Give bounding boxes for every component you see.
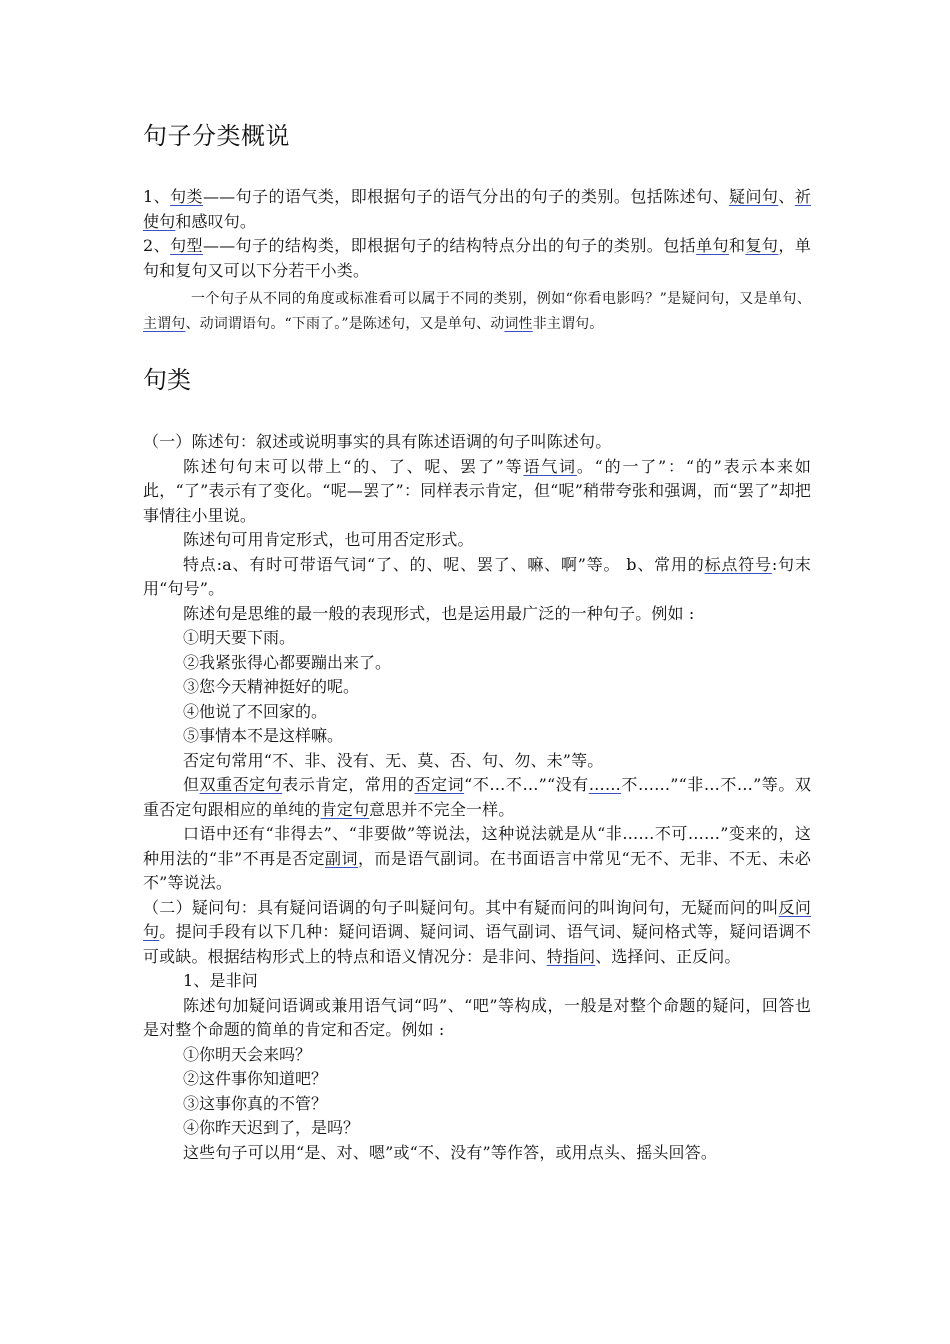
list-item: ②我紧张得心都要蹦出来了。 (183, 652, 392, 672)
text: 非主谓句。 (532, 316, 604, 332)
paragraph: 陈述句可用肯定形式，也可用否定形式。 (183, 530, 474, 549)
text: 一个句子从不同的角度或标准看可以属于不同的类别，例如“你看电影吗？”是疑问句，又是单句、 (191, 291, 811, 307)
page-title: 句子分类概说 (143, 122, 290, 150)
intro-paragraph-1 (143, 185, 811, 234)
text: 和 (729, 236, 746, 255)
text: 表示肯定，常用的 (282, 775, 415, 794)
link-simple-sentence[interactable]: 单句 (696, 236, 730, 255)
paragraph (143, 553, 811, 602)
link-double-negative[interactable]: 双重否定句 (199, 775, 283, 794)
intro-paragraph-2 (143, 234, 811, 283)
text: ，单句和复句又可以下分若干小类。 (143, 236, 811, 280)
link-affirmative-sentence[interactable]: 肯定句 (320, 799, 370, 819)
paragraph (143, 773, 811, 822)
link-imperative-sentence[interactable]: 祈使句 (143, 187, 811, 231)
paragraph: 否定句常用“不、非、没有、无、莫、否、句、勿、未”等。 (183, 750, 604, 770)
text: 。提问手段有以下几种：疑问语调、疑问词、语气副词、语气词、疑问格式等，疑问语调不可或缺。根据结构形式上的特点和语义情况分：是非问、 (143, 922, 811, 966)
text: 1、 (143, 187, 171, 206)
link-adverb[interactable]: 副词 (325, 848, 358, 868)
text: 2、 (143, 236, 171, 255)
list-item: ⑤事情本不是这样嘛。 (183, 726, 344, 745)
text: 、动词谓语句。“下雨了。”是陈述句，又是单句、动 (185, 316, 505, 332)
link-subject-predicate-sentence[interactable]: 主谓句 (143, 316, 186, 332)
text: 特点:a、有时可带语气词“了、的、呢、罢了、嘛、啊”等。 b、常用的 (183, 554, 705, 574)
list-item: ③您今天精神挺好的呢。 (183, 677, 360, 696)
interrogative-heading (143, 896, 811, 970)
text: ，而是语气副词。在书面语言中常见“无不、无非、不无、未必不”等说法。 (143, 848, 811, 892)
list-item: ③这事你真的不管？ (183, 1093, 328, 1113)
link-punctuation[interactable]: 标点符号 (704, 554, 772, 574)
link-sentence-mood-class[interactable]: 句类 (170, 187, 203, 206)
example-list (143, 626, 811, 749)
paragraph: 陈述句加疑问语调或兼用语气词“吗”、“吧”等构成，一般是对整个命题的疑问，回答也是对整个命题的简单的肯定和否定。例如 : (143, 995, 811, 1039)
paragraph (143, 455, 811, 529)
text: “不…不…”“没有 (464, 775, 589, 794)
link-modal-particle[interactable]: 语气词 (523, 456, 577, 476)
text: ——句子的结构类，即根据句子的结构特点分出的句子的类别。包括 (202, 236, 697, 255)
list-item: ④他说了不回家的。 (183, 701, 328, 721)
link-complex-sentence[interactable]: 复句 (745, 236, 779, 255)
link-ellipsis[interactable]: …… (588, 775, 622, 794)
intro-section (143, 185, 811, 337)
paragraph: 这些句子可以用“是、对、嗯”或“不、没有”等作答，或用点头、摇头回答。 (183, 1142, 717, 1162)
list-item: ①明天要下雨。 (183, 628, 296, 647)
text: :句末用“句号”。 (143, 554, 811, 598)
text: （二）疑问句：具有疑问语调的句子叫疑问句。其中有疑而问的叫询问句，无疑而问的叫 (143, 897, 779, 917)
list-item: ①你明天会来吗？ (183, 1044, 312, 1064)
intro-paragraph-3 (143, 287, 811, 337)
text: 、选择问、正反问。 (595, 946, 741, 966)
body-section (143, 430, 811, 1165)
text: 。“的一了”：“的”表示本来如此，“了”表示有了变化。“呢—罢了”：同样表示肯定，但“呢”稍带夸张和强调，而“罢了”却把事情往小里说。 (143, 456, 811, 525)
text: ——句子的语气类，即根据句子的语气分出的句子的类别。包括陈述句、 (202, 187, 730, 206)
link-part-of-speech[interactable]: 词性 (504, 316, 533, 332)
example-list (143, 1043, 811, 1141)
list-item: ④你昨天迟到了，是吗？ (183, 1118, 360, 1137)
link-specific-question[interactable]: 特指问 (546, 946, 596, 966)
declarative-heading: （一）陈述句：叙述或说明事实的具有陈述语调的句子叫陈述句。 (143, 432, 612, 451)
paragraph (143, 822, 811, 896)
link-interrogative-sentence[interactable]: 疑问句 (729, 187, 779, 206)
list-item: ②这件事你知道吧？ (183, 1069, 328, 1088)
text: 意思并不完全一样。 (369, 799, 515, 819)
text: 但 (183, 775, 200, 794)
paragraph: 陈述句是思维的最一般的表现形式，也是运用最广泛的一种句子。例如 : (183, 603, 695, 623)
text: 口语中还有“非得去”、“非要做”等说法，这种说法就是从“非……不可……”变来的，这种用法的“非”不再是否定 (143, 824, 811, 868)
text: 不……”“非…不…”等。双重否定句跟相应的单纯的 (143, 775, 812, 819)
subheading: 1、是非问 (183, 971, 258, 990)
text: 、 (778, 187, 795, 206)
text: 和感叹句。 (175, 211, 257, 231)
link-negative-word[interactable]: 否定词 (414, 775, 465, 794)
text: 陈述句句末可以带上“的、了、呢、罢了”等 (183, 456, 524, 476)
link-sentence-pattern[interactable]: 句型 (170, 236, 203, 255)
link-rhetorical-question[interactable]: 反问句 (143, 897, 811, 941)
section-title: 句类 (143, 366, 191, 394)
